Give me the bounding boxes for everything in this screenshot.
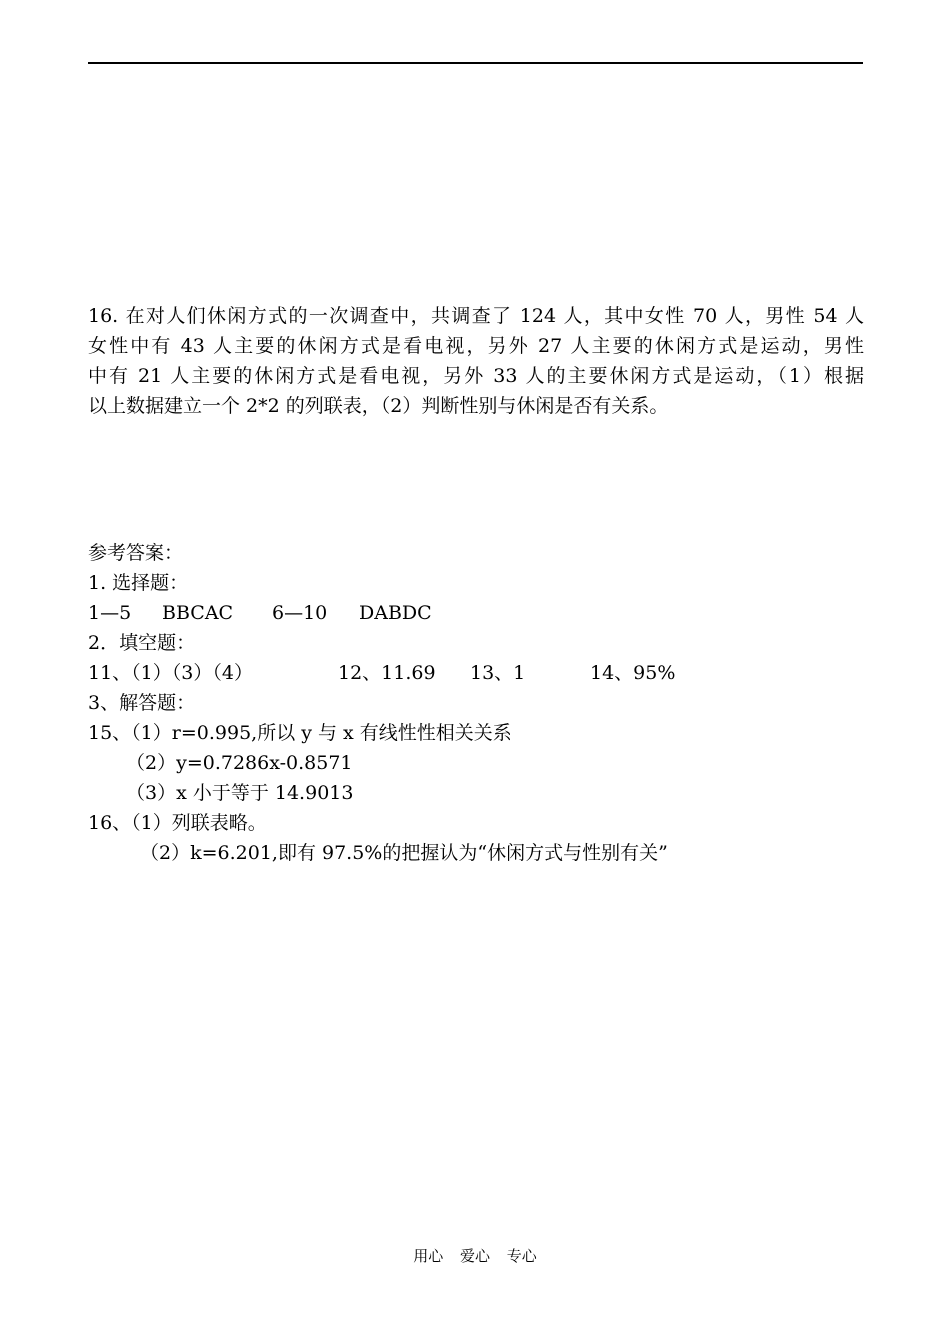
question-line-2: 女性中有 43 人主要的休闲方式是看电视，另外 27 人主要的休闲方式是运动，男性 bbox=[88, 335, 864, 357]
answer-key bbox=[88, 538, 864, 868]
answer-15-part-2: （2）y=0.7286x-0.8571 bbox=[126, 752, 353, 774]
answer-15-part-3: （3）x 小于等于 14.9013 bbox=[126, 782, 354, 804]
page-footer: 用心 爱心 专心 bbox=[413, 1247, 537, 1265]
fill-answers-row bbox=[88, 658, 864, 688]
choice-answers-1-5: BBCAC bbox=[162, 602, 234, 624]
choice-range-6-10: 6—10 bbox=[272, 602, 328, 624]
question-line-4: 以上数据建立一个 2*2 的列联表，（2）判断性别与休闲是否有关系。 bbox=[88, 395, 669, 417]
fill-answer-14: 14、95% bbox=[590, 662, 676, 684]
section-3-title: 3、解答题： bbox=[88, 692, 196, 714]
answer-16-part-2: （2）k=6.201,即有 97.5%的把握认为“休闲方式与性别有关” bbox=[140, 842, 668, 864]
answer-15-part-1: 15、（1）r=0.995,所以 y 与 x 有线性性相关关系 bbox=[88, 722, 512, 744]
fill-answer-11: 11、（1）（3）（4） bbox=[88, 662, 253, 684]
choice-range-1-5: 1—5 bbox=[88, 602, 132, 624]
question-line-1: 16. 在对人们休闲方式的一次调查中，共调查了 124 人，其中女性 70 人，男性 54 人 bbox=[88, 305, 864, 327]
question-16 bbox=[88, 301, 864, 421]
header-rule bbox=[88, 62, 863, 64]
answers-heading: 参考答案： bbox=[88, 542, 184, 564]
fill-answer-13: 13、1 bbox=[470, 662, 526, 684]
section-2-title: 2．填空题： bbox=[88, 632, 196, 654]
fill-answer-12: 12、11.69 bbox=[338, 662, 436, 684]
choice-answers-row bbox=[88, 598, 864, 628]
section-1-title: 1. 选择题： bbox=[88, 572, 189, 594]
choice-answers-6-10: DABDC bbox=[359, 602, 432, 624]
answer-16-part-1: 16、（1）列联表略。 bbox=[88, 812, 267, 834]
question-line-3: 中有 21 人主要的休闲方式是看电视，另外 33 人的主要休闲方式是运动，（1）根据 bbox=[88, 365, 864, 387]
